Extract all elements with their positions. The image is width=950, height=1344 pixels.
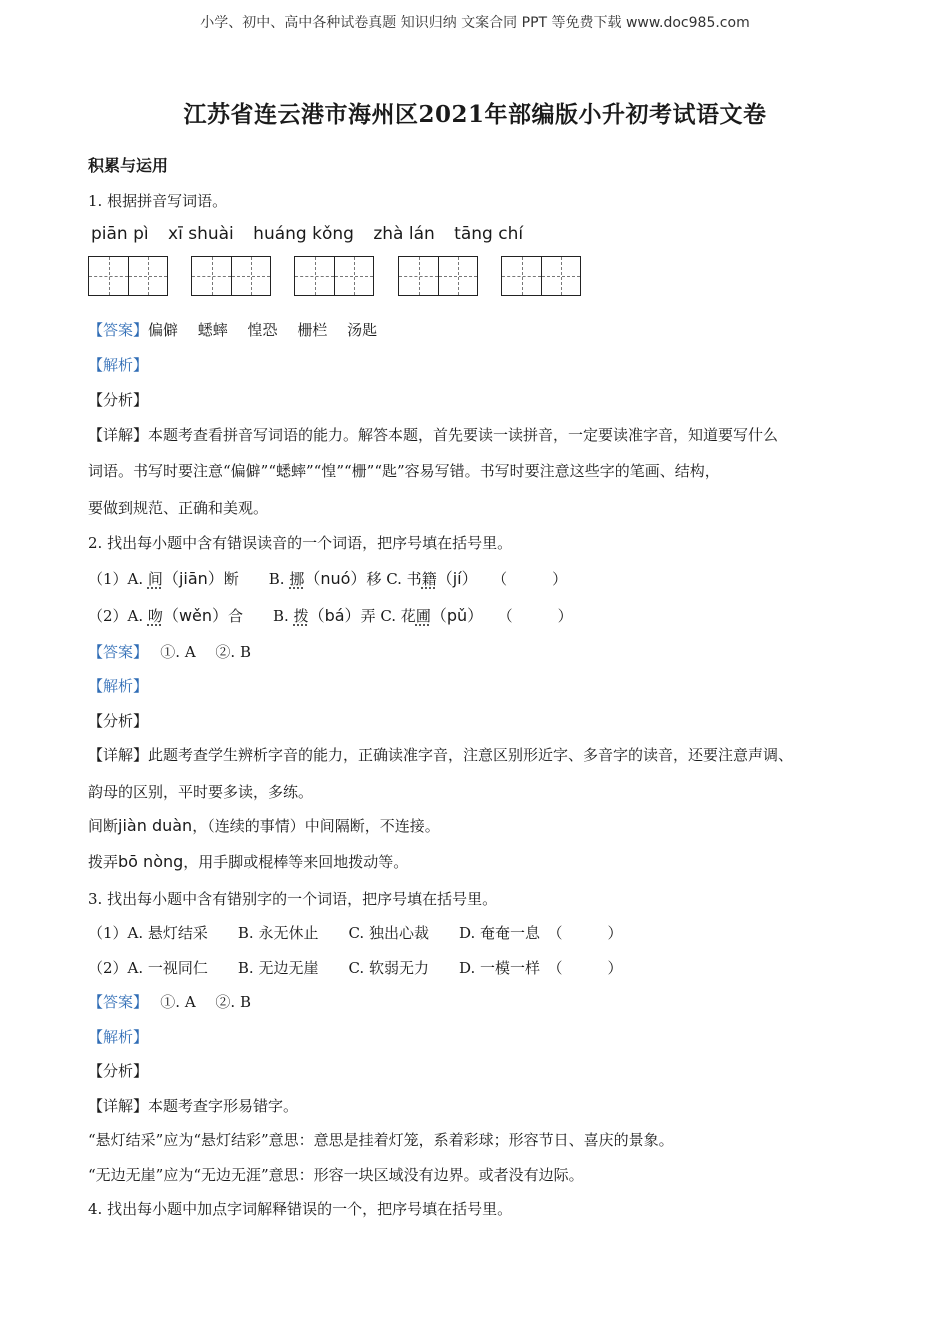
q3-item-2: （2）A. 一视同仁 B. 无边无崖 C. 软弱无力 D. 一模一样 （ ） [88, 959, 623, 977]
answer-tag: 【答案】 [88, 321, 149, 339]
answer-text: ①. A ②. B [140, 643, 251, 661]
q2-item-1 [88, 566, 567, 589]
text: ，（连续的事情）中间隔断，不连接。 [192, 817, 440, 835]
detail-tag: 【详解】 [88, 1097, 149, 1115]
dotted-char: 挪 [289, 570, 305, 588]
answer-text: ①. A ②. B [140, 993, 251, 1011]
pinyin: bō nòng [118, 852, 184, 871]
q3-fenxi: 【分析】 [88, 1062, 149, 1080]
q3-answer [88, 991, 251, 1012]
q1-jiexi: 【解析】 [88, 356, 149, 374]
detail-tag: 【详解】 [88, 426, 149, 444]
q1-answer [88, 319, 377, 340]
detail-tag: 【详解】 [88, 746, 149, 764]
q3-stem: 3. 找出每小题中含有错别字的一个词语，把序号填在括号里。 [88, 890, 498, 908]
word: 拨弄 [88, 853, 119, 871]
dotted-char: 间 [147, 570, 163, 588]
q3-detail-line-3: “无边无崖”应为“无边无涯”意思：形容一块区域没有边界。或者没有边际。 [88, 1166, 584, 1184]
writing-grid-2 [191, 256, 271, 296]
writing-grids [88, 256, 688, 298]
q2-note-2 [88, 851, 408, 872]
answer-tag: 【答案】 [88, 993, 141, 1011]
q2-item-2 [88, 603, 573, 626]
detail-text: 本题考查字形易错字。 [148, 1097, 299, 1115]
detail-text: 此题考查学生辨析字音的能力，正确读准字音，注意区别形近字、多音字的读音，还要注意声调、 [148, 746, 794, 764]
dotted-char: 圃 [415, 607, 431, 625]
answer-blank: （ ） [475, 607, 573, 625]
text: （2）A. [88, 607, 148, 625]
pinyin: jiàn duàn [118, 816, 193, 835]
pinyin: （bá） [308, 606, 361, 625]
text: 断 B. [223, 570, 290, 588]
detail-text: 本题考查看拼音写词语的能力。解答本题，首先要读一读拼音，一定要读准字音，知道要写什么 [148, 426, 779, 444]
q2-stem: 2. 找出每小题中含有错误读音的一个词语，把序号填在括号里。 [88, 534, 513, 552]
dotted-char: 拨 [293, 607, 309, 625]
text: 弄 C. 花 [360, 607, 416, 625]
q1-detail-line-1 [88, 424, 778, 445]
q1-fenxi: 【分析】 [88, 391, 149, 409]
q1-stem: 1. 根据拼音写词语。 [88, 192, 228, 210]
pinyin: （jí） [436, 569, 470, 588]
pinyin-4: zhà lán [373, 224, 435, 244]
q3-item-1: （1）A. 悬灯结采 B. 永无休止 C. 独出心裁 D. 奄奄一息 （ ） [88, 924, 623, 942]
page-title: 江苏省连云港市海州区2021年部编版小升初考试语文卷 [183, 101, 767, 128]
text: ，用手脚或棍棒等来回地拨动等。 [183, 853, 409, 871]
word: 间断 [88, 817, 119, 835]
q2-fenxi: 【分析】 [88, 712, 149, 730]
q4-stem: 4. 找出每小题中加点字词解释错误的一个，把序号填在括号里。 [88, 1200, 513, 1218]
writing-grid-3 [294, 256, 374, 296]
dotted-char: 籍 [421, 570, 437, 588]
dotted-char: 吻 [147, 607, 163, 625]
section-heading: 积累与运用 [88, 156, 169, 175]
writing-grid-1 [88, 256, 168, 296]
writing-grid-5 [501, 256, 581, 296]
text: （1）A. [88, 570, 148, 588]
q1-detail-line-2: 词语。书写时要注意“偏僻”“蟋蟀”“惶”“栅”“匙”容易写错。书写时要注意这些字的笔画、结构， [88, 462, 720, 480]
q3-jiexi: 【解析】 [88, 1028, 149, 1046]
q2-answer [88, 641, 251, 662]
q1-detail-line-3: 要做到规范、正确和美观。 [88, 499, 269, 517]
q3-detail-line-1 [88, 1095, 298, 1116]
text: 合 B. [228, 607, 294, 625]
pinyin: （wěn） [162, 606, 229, 625]
pinyin-5: tāng chí [454, 224, 524, 244]
answer-tag: 【答案】 [88, 643, 141, 661]
pinyin-1: piān pì [91, 224, 149, 244]
pinyin: （jiān） [162, 569, 224, 588]
writing-grid-4 [398, 256, 478, 296]
site-header: 小学、初中、高中各种试卷真题 知识归纳 文案合同 PPT 等免费下载 www.doc985.com [200, 15, 750, 31]
q3-detail-line-2: “悬灯结采”应为“悬灯结彩”意思：意思是挂着灯笼，系着彩球；形容节日、喜庆的景象。 [88, 1131, 674, 1149]
answer-text: 偏僻 蟋蟀 惶恐 栅栏 汤匙 [148, 321, 378, 339]
pinyin-2: xī shuài [168, 224, 234, 244]
pinyin-3: huáng kǒng [253, 224, 354, 244]
q2-detail-line-1 [88, 744, 793, 765]
q2-jiexi: 【解析】 [88, 677, 149, 695]
text: 移 C. 书 [366, 570, 422, 588]
answer-blank: （ ） [469, 570, 568, 588]
q1-pinyin-row [91, 224, 537, 244]
q2-detail-line-2: 韵母的区别，平时要多读，多练。 [88, 783, 314, 801]
q2-note-1 [88, 815, 440, 836]
pinyin: （nuó） [304, 569, 367, 588]
pinyin: （pǔ） [430, 606, 476, 625]
